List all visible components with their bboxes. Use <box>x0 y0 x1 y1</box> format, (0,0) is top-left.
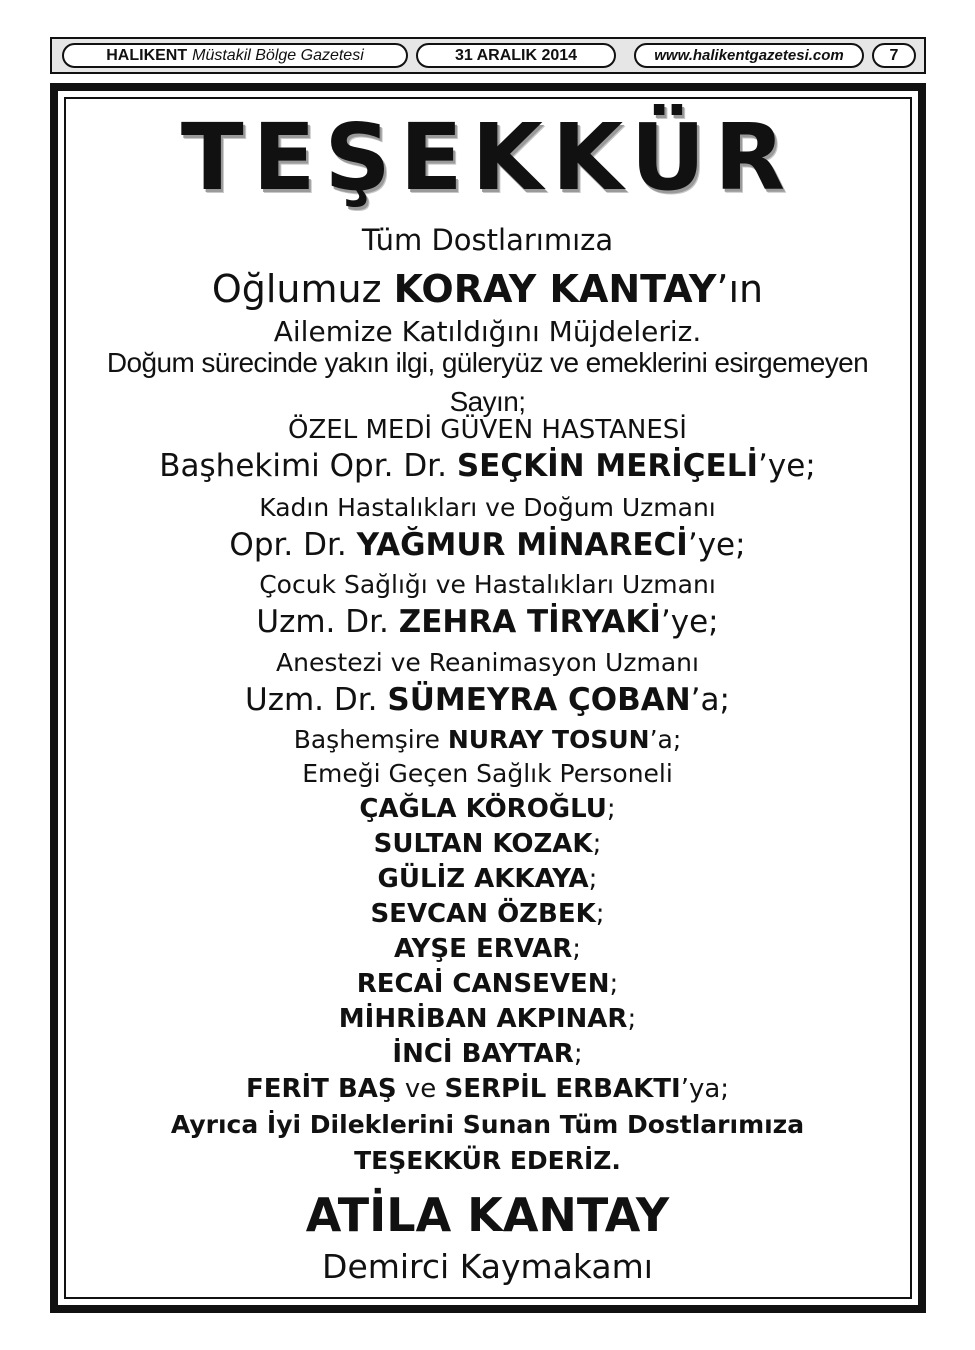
anesthesia-title: Anestezi ve Reanimasyon Uzmanı <box>276 648 699 677</box>
website-link[interactable]: www.halikentgazetesi.com <box>634 43 864 68</box>
staff-name-line <box>60 866 915 892</box>
staff-name: ÇAĞLA KÖROĞLU <box>359 794 607 824</box>
staff-name: SERPİL ERBAKTI <box>444 1074 681 1104</box>
anesthesia-doctor-line <box>60 682 915 718</box>
obgyn-doctor-line <box>60 527 915 563</box>
son-name: KORAY KANTAY <box>393 267 717 311</box>
nurse-prefix: Başhemşire <box>293 725 440 754</box>
closing-line-2: TEŞEKKÜR EDERİZ. <box>354 1146 621 1175</box>
chief-suffix: ’ye; <box>758 448 816 484</box>
chief-name: SEÇKİN MERİÇELİ <box>456 448 759 484</box>
son-line <box>60 267 915 311</box>
anes-name: SÜMEYRA ÇOBAN <box>387 682 691 718</box>
staff-name-line <box>60 796 915 822</box>
staff-name-line <box>60 831 915 857</box>
paper-name-pill <box>62 43 408 68</box>
staff-separator: ; <box>572 934 582 964</box>
staff-name: GÜLİZ AKKAYA <box>377 864 589 894</box>
staff-separator: ; <box>609 969 619 999</box>
ped-prefix: Uzm. Dr. <box>256 604 389 640</box>
staff-name: RECAİ CANSEVEN <box>356 969 610 999</box>
son-prefix: Oğlumuz <box>211 267 382 311</box>
staff-separator: ; <box>588 864 598 894</box>
ad-title: TEŞEKKÜR <box>180 104 795 211</box>
announce-line: Ailemize Katıldığını Müjdeleriz. <box>273 315 702 348</box>
staff-name-line <box>60 1041 915 1067</box>
last-staff-line <box>60 1076 915 1102</box>
chief-physician-line <box>60 448 915 484</box>
paper-name: HALIKENT <box>106 46 188 64</box>
conjunction: ve <box>404 1074 437 1104</box>
signature-name: ATİLA KANTAY <box>305 1188 670 1242</box>
last-suffix: ’ya; <box>680 1074 730 1104</box>
ped-suffix: ’ye; <box>660 604 719 640</box>
staff-name-line <box>60 936 915 962</box>
head-nurse-line <box>60 727 915 752</box>
obgyn-name: YAĞMUR MİNARECİ <box>356 527 688 563</box>
staff-separator: ; <box>606 794 616 824</box>
pediatrics-doctor-line <box>60 604 915 640</box>
ped-name: ZEHRA TİRYAKİ <box>398 604 661 640</box>
anes-prefix: Uzm. Dr. <box>245 682 378 718</box>
birth-line: Doğum sürecinde yakın ilgi, güleryüz ve emeklerini esirgemeyen <box>106 347 869 378</box>
friends-line: Tüm Dostlarımıza <box>361 223 614 257</box>
obgyn-suffix: ’ye; <box>687 527 746 563</box>
staff-title: Emeği Geçen Sağlık Personeli <box>302 759 673 788</box>
staff-separator: ; <box>592 829 602 859</box>
obgyn-title: Kadın Hastalıkları ve Doğum Uzmanı <box>259 493 716 522</box>
signature-title: Demirci Kaymakamı <box>322 1247 653 1286</box>
staff-name: SEVCAN ÖZBEK <box>370 899 596 929</box>
staff-name-line <box>60 1006 915 1032</box>
son-suffix: ’ın <box>716 267 764 311</box>
staff-separator: ; <box>573 1039 583 1069</box>
nurse-suffix: ’a; <box>649 725 682 754</box>
anes-suffix: ’a; <box>690 682 730 718</box>
staff-name: SULTAN KOZAK <box>373 829 593 859</box>
staff-name: MİHRİBAN AKPINAR <box>338 1004 628 1034</box>
page-number: 7 <box>872 43 916 68</box>
closing-line-1: Ayrıca İyi Dileklerini Sunan Tüm Dostlarımıza <box>170 1110 805 1139</box>
staff-separator: ; <box>595 899 605 929</box>
sayin-line: Sayın; <box>449 386 526 417</box>
staff-name: AYŞE ERVAR <box>393 934 573 964</box>
staff-name: FERİT BAŞ <box>245 1074 397 1104</box>
staff-name: İNCİ BAYTAR <box>392 1039 574 1069</box>
chief-prefix: Başhekimi Opr. Dr. <box>159 448 447 484</box>
nurse-name: NURAY TOSUN <box>447 725 650 754</box>
hospital-name: ÖZEL MEDİ GÜVEN HASTANESİ <box>288 415 687 445</box>
newspaper-header <box>50 37 926 74</box>
issue-date: 31 ARALIK 2014 <box>416 43 616 68</box>
staff-separator: ; <box>627 1004 637 1034</box>
obgyn-prefix: Opr. Dr. <box>229 527 347 563</box>
staff-name-line <box>60 971 915 997</box>
staff-name-line <box>60 901 915 927</box>
paper-subtitle: Müstakil Bölge Gazetesi <box>192 46 364 64</box>
pediatrics-title: Çocuk Sağlığı ve Hastalıkları Uzmanı <box>259 570 716 599</box>
